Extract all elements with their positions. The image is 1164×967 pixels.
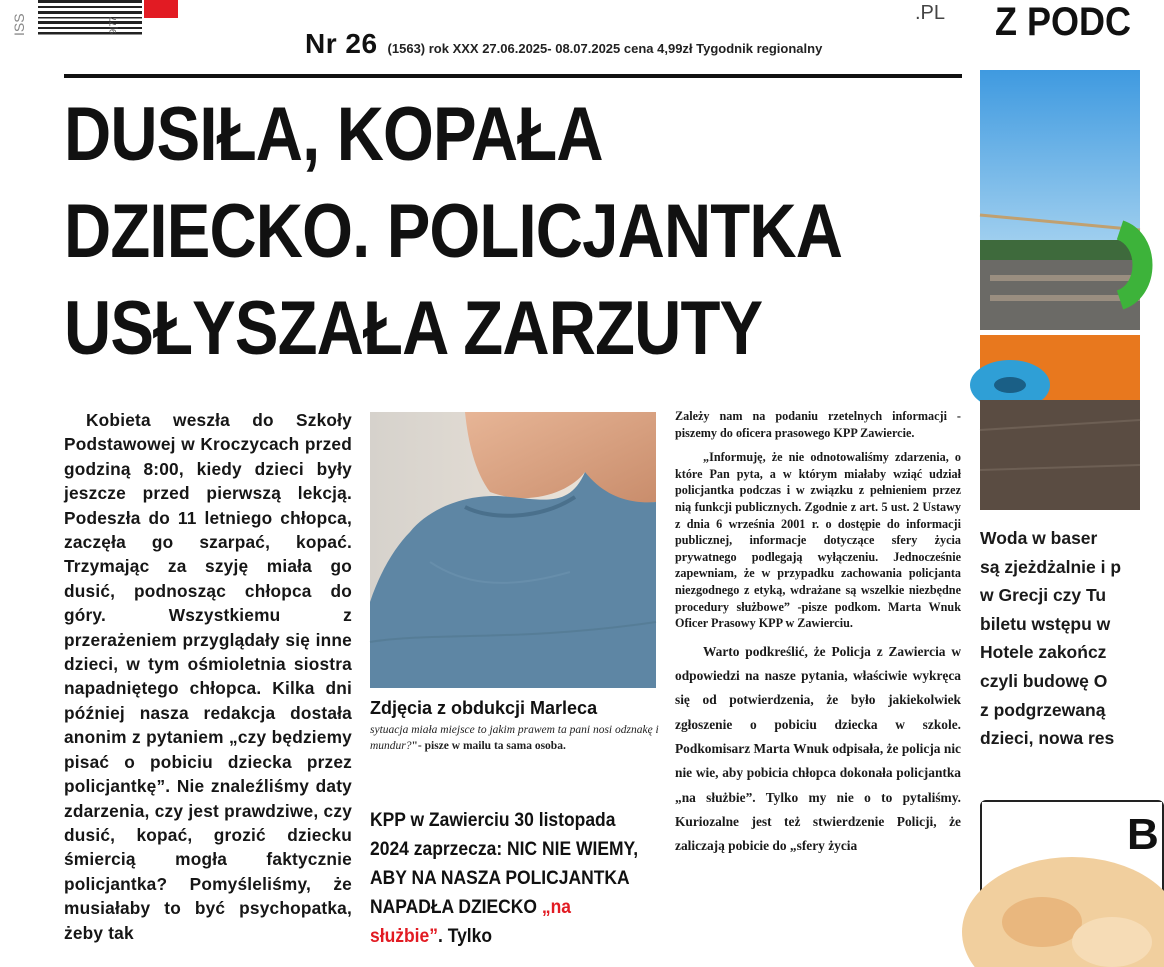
right-ad-box — [980, 800, 1164, 964]
right-text-line: z podgrzewaną — [980, 699, 1106, 720]
photo-caption-tail: "- pisze w mailu ta sama osoba. — [411, 740, 566, 752]
barcode — [11, 0, 144, 36]
photo-caption — [370, 722, 660, 754]
right-article-title: Z PODC — [995, 0, 1132, 44]
domain-suffix: .PL — [915, 2, 946, 24]
headline-line: DZIECKO. POLICJANTKA — [64, 189, 843, 274]
article-paragraph: Kobieta weszła do Szkoły Podstawowej w Kroczycach przed godziną 8:00, kiedy dzieci były jeszcze przed pierwszą lekcją. Podeszła do 11 letniego chłopca, zaczęła go szarpać, kopać. Trzymając za szyję miała go dusić, podnosząc chłopca do góry. Wszystkiemu z przerażeniem przyglądały się inne dzieci, w tym ośmioletnia siostra napadniętego chłopca. Kilka dni później nasza redakcja dostała anonim z pytaniem „czy będziemy pisać o pobiciu dziecka przez policjantkę”. Nie znaleźliśmy daty zdarzenia, czy jest prawdziwe, czy dusić, kopać, grozić dziecku śmiercią mogła faktycznie policjantka? Pomyśleliśmy, że musiałaby to być psychopatka, żeby tak — [64, 410, 352, 943]
right-text-line: w Grecji czy Tu — [980, 585, 1107, 606]
kpp-callout — [370, 806, 639, 951]
photo-caption-quote: sytuacja miała miejsce to jakim prawem ta pani nosi odznakę i mundur? — [370, 724, 659, 752]
issue-bar — [305, 28, 965, 62]
article-photo — [370, 412, 656, 688]
kpp-callout-tail: . Tylko — [437, 926, 493, 947]
issn-label: ISS — [11, 13, 27, 36]
red-logo-block — [144, 0, 178, 18]
article-column-3 — [675, 408, 961, 866]
right-text-line: Hotele zakończ — [980, 642, 1107, 663]
headline-line: USŁYSZAŁA ZARZUTY — [64, 286, 763, 371]
right-text-line: Woda w baser — [980, 528, 1098, 548]
barcode-digits: 9|77 — [108, 16, 118, 34]
ad-letter: B — [1127, 810, 1159, 859]
headline — [64, 86, 842, 377]
right-article-text — [980, 524, 1150, 753]
right-text-line: biletu wstępu w — [980, 613, 1111, 634]
photo-caption-title: Zdjęcia z obdukcji Marleca — [370, 698, 598, 718]
right-text-line: są zjeżdżalnie i p — [980, 556, 1122, 577]
article-column-1 — [64, 408, 352, 945]
kpp-callout-red: „na służbie” — [370, 897, 572, 947]
kpp-callout-text: KPP w Zawierciu 30 listopada 2024 zaprzecza: NIC NIE WIEMY, ABY NA NASZA POLICJANTKA NAPADŁA DZIECKO — [370, 810, 639, 918]
right-text-line: dzieci, nowa res — [980, 728, 1115, 749]
masthead-rule — [64, 74, 962, 78]
issue-number: Nr 26 — [305, 28, 378, 59]
right-text-line: czyli budowę O — [980, 670, 1108, 691]
article-paragraph: „Informuję, że nie odnotowaliśmy zdarzenia, o które Pan pyta, a w którym miałaby wziąć udział policjantka podczas i w związku z pełnieniem przez nią funkcji publicznych. Zgodnie z art. 5 ust. 2 Ustawy z dnia 6 września 2001 r. o dostępie do informacji publicznej, informacje dotyczące sfery życia prywatnego podlegają wyłączeniu. Jednocześnie zapewniam, że w przypadku zachowania policjanta niezgodnego z etyką, wdrażane są wszelkie niezbędne procedury służbowe” -pisze podkom. Marta Wnuk Oficer Prasowy KPP w Zawierciu. — [675, 450, 961, 631]
article-paragraph: Zależy nam na podaniu rzetelnych informacji -piszemy do oficera prasowego KPP Zawiercie. — [675, 409, 961, 440]
article-paragraph: Warto podkreślić, że Policja z Zawiercia w odpowiedzi na nasze pytania, właściwie wykręca się od potwierdzenia, że było jakiekolwiek zgłoszenie o pobiciu dziecka w szkole. Podkomisarz Marta Wnuk odpisała, że policja nic nie wie, aby pobicia chłopca dokonała policjantka „na służbie”. Tylko my nie o to pytaliśmy. Kuriozalne jest też stwierdzenie Policji, że zaliczają pobicie do „sfery życia — [675, 643, 961, 854]
issue-meta: (1563) rok XXX 27.06.2025- 08.07.2025 cena 4,99zł Tygodnik regionalny — [387, 41, 823, 56]
waterpark-photo — [980, 70, 1140, 510]
headline-line: DUSIŁA, KOPAŁA — [64, 92, 603, 177]
